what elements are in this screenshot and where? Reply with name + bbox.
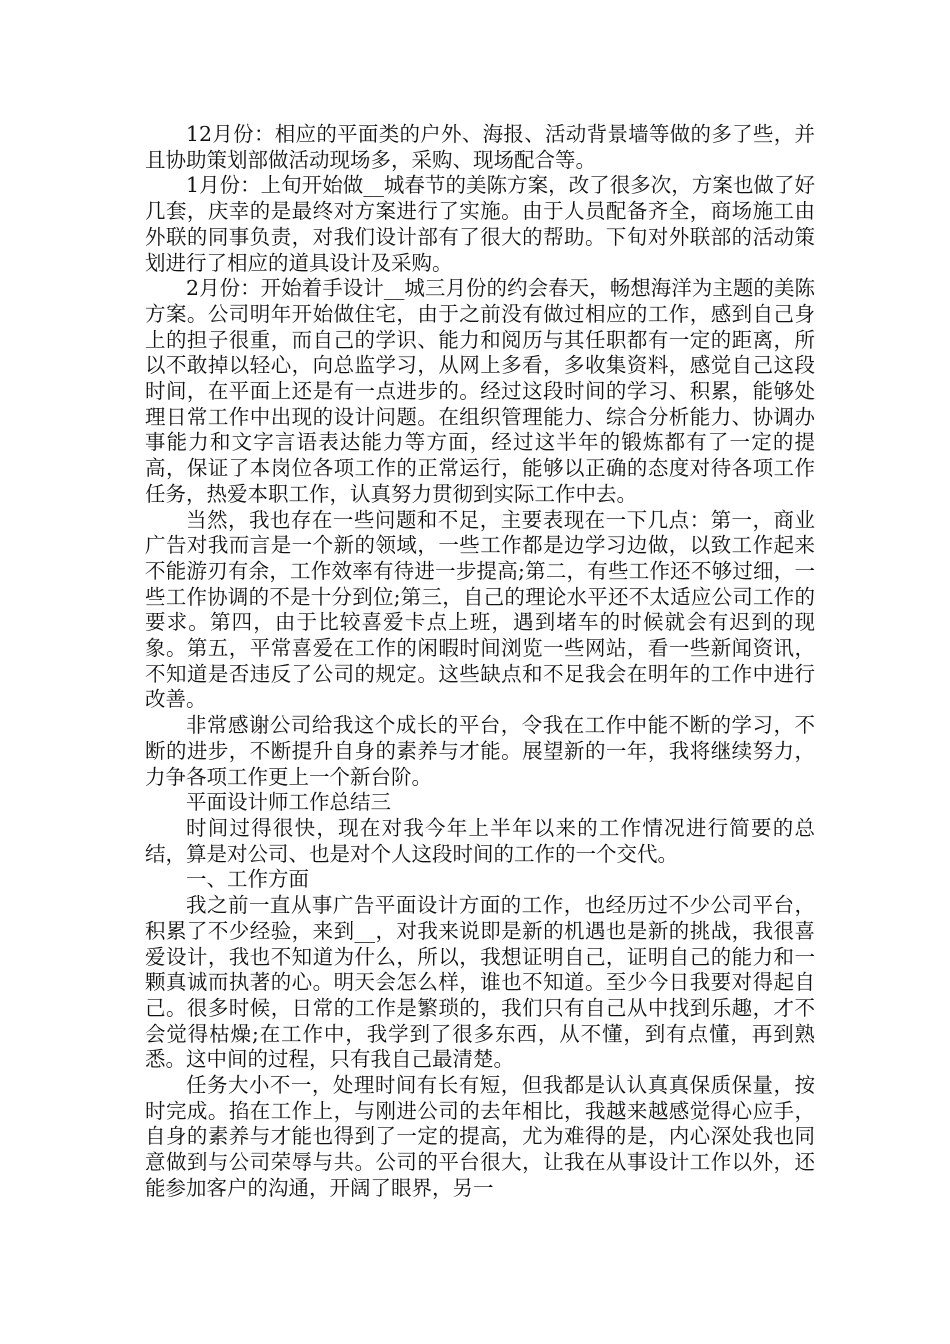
- paragraph-thanks: 非常感谢公司给我这个成长的平台，令我在工作中能不断的学习，不断的进步，不断提升自身的素养与才能。展望新的一年，我将继续努力，力争各项工作更上一个新台阶。: [145, 713, 815, 789]
- subsection-heading: 一、工作方面: [186, 867, 309, 892]
- document-page: [145, 122, 815, 1202]
- paragraph-experience: 我之前一直从事广告平面设计方面的工作，也经历过不少公司平台，积累了不少经验，来到__，对我来说即是新的机遇也是新的挑战，我很喜爱设计，我也不知道为什么，所以，我想证明自己，证明自己的能力和一颗真诚而执著的心。明天会怎么样，谁也不知道。至少今日我要对得起自己。很多时候，日常的工作是繁琐的，我们只有自己从中找到乐趣，才不会觉得枯燥;在工作中，我学到了很多东西，从不懂，到有点懂，再到熟悉。这中间的过程，只有我自己最清楚。: [145, 893, 815, 1072]
- paragraph-intro: 时间过得很快，现在对我今年上半年以来的工作情况进行简要的总结，算是对公司、也是对个人这段时间的工作的一个交代。: [145, 815, 815, 866]
- paragraph-january: 1月份：上旬开始做__城春节的美陈方案，改了很多次，方案也做了好几套，庆幸的是最终对方案进行了实施。由于人员配备齐全，商场施工由外联的同事负责，对我们设计部有了很大的帮助。下旬对外联部的活动策划进行了相应的道具设计及采购。: [145, 173, 815, 275]
- paragraph-december: 12月份：相应的平面类的户外、海报、活动背景墙等做的多了些，并且协助策划部做活动现场多，采购、现场配合等。: [145, 122, 815, 172]
- section-title: 平面设计师工作总结三: [186, 790, 391, 815]
- paragraph-february: 2月份：开始着手设计__城三月份的约会春天，畅想海洋为主题的美陈方案。公司明年开始做住宅，由于之前没有做过相应的工作，感到自己身上的担子很重，而自己的学识、能力和阅历与其任职都有一定的距离，所以不敢掉以轻心，向总监学习，从网上多看，多收集资料，感觉自己这段时间，在平面上还是有一点进步的。经过这段时间的学习、积累，能够处理日常工作中出现的设计问题。在组织管理能力、综合分析能力、协调办事能力和文字言语表达能力等方面，经过这半年的锻炼都有了一定的提高，保证了本岗位各项工作的正常运行，能够以正确的态度对待各项工作任务，热爱本职工作，认真努力贯彻到实际工作中去。: [145, 276, 815, 506]
- paragraph-shortcomings: 当然，我也存在一些问题和不足，主要表现在一下几点：第一，商业广告对我而言是一个新的领域，一些工作都是边学习边做，以致工作起来不能游刃有余，工作效率有待进一步提高;第二，有些工作还不够过细，一些工作协调的不是十分到位;第三，自己的理论水平还不太适应公司工作的要求。第四，由于比较喜爱卡点上班，遇到堵车的时候就会有迟到的现象。第五，平常喜爱在工作的闲暇时间浏览一些网站，看一些新闻资讯，不知道是否违反了公司的规定。这些缺点和不足我会在明年的工作中进行改善。: [145, 507, 815, 712]
- paragraph-tasks: 任务大小不一，处理时间有长有短，但我都是认认真真保质保量，按时完成。掐在工作上，与刚进公司的去年相比，我越来越感觉得心应手，自身的素养与才能也得到了一定的提高，尤为难得的是，内心深处我也同意做到与公司荣辱与共。公司的平台很大，让我在从事设计工作以外，还能参加客户的沟通，开阔了眼界，另一: [145, 1073, 815, 1200]
